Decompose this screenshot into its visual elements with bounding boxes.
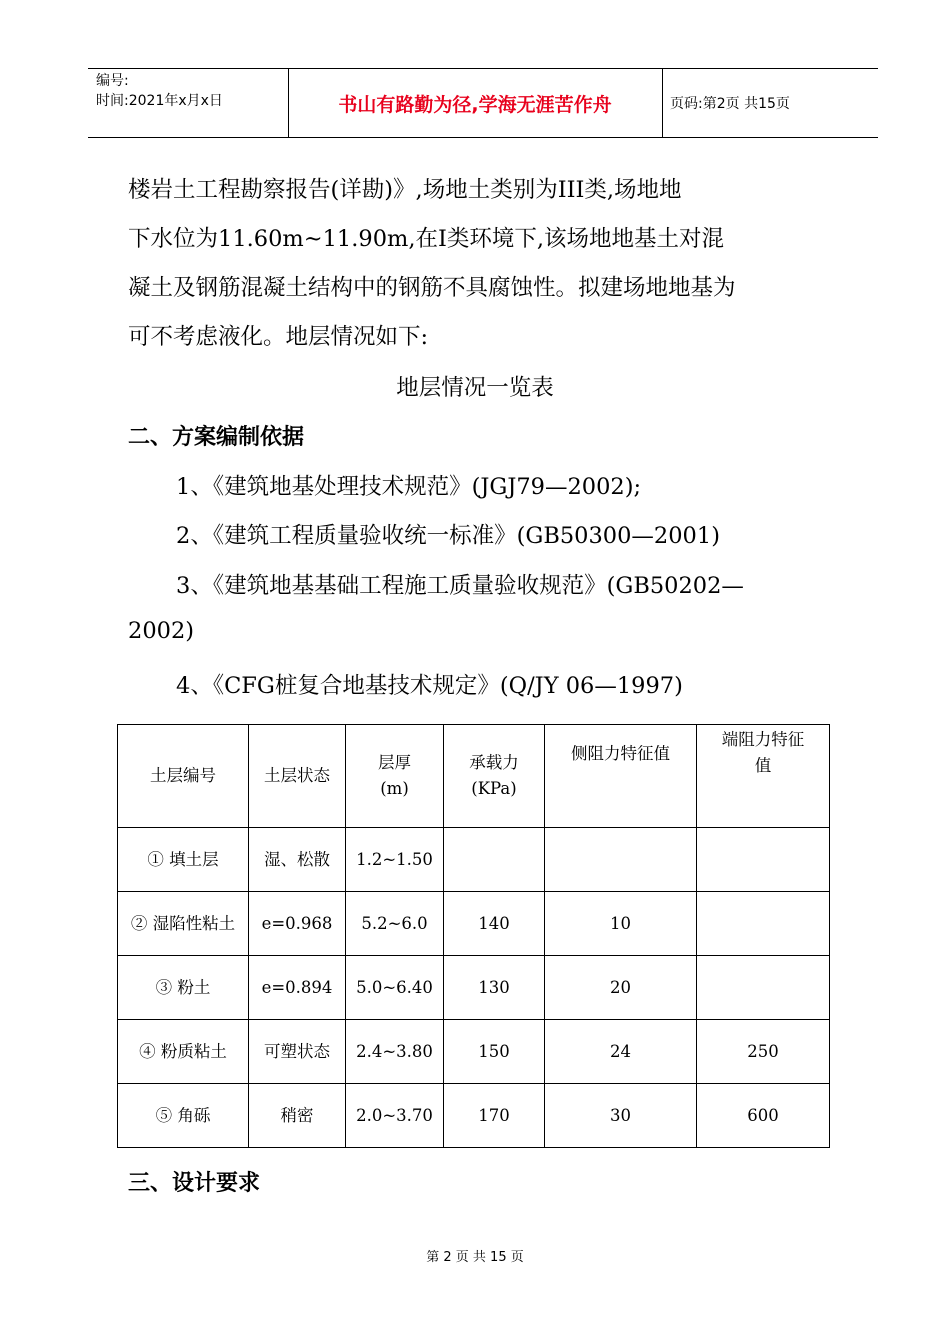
table-cell: 30 [545, 1084, 697, 1148]
table-row [118, 1020, 830, 1084]
table-cell: 5.2~6.0 [346, 892, 444, 956]
section-3-heading: 三、设计要求 [128, 1171, 261, 1196]
column-header: 土层状态 [249, 725, 346, 828]
number-label: 编号: [96, 73, 129, 89]
header-divider [662, 69, 663, 137]
body-line: 下水位为11.60m~11.90m,在Ⅰ类环境下,该场地地基土对混 [128, 226, 725, 252]
reference-item: 2、《建筑工程质量验收统一标准》(GB50300—2001) [176, 523, 720, 549]
header-meta [96, 71, 223, 111]
table-cell: 1.2~1.50 [346, 828, 444, 892]
table-cell: 150 [444, 1020, 545, 1084]
table-cell: ⑤ 角砾 [118, 1084, 249, 1148]
table-cell: 170 [444, 1084, 545, 1148]
page-footer: 第 2 页 共 15 页 [426, 1250, 524, 1265]
body-line: 可不考虑液化。地层情况如下: [128, 324, 429, 350]
column-header: 侧阻力特征值 [545, 725, 697, 828]
header-motto: 书山有路勤为径,学海无涯苦作舟 [338, 93, 612, 116]
table-cell: 130 [444, 956, 545, 1020]
table-cell: 140 [444, 892, 545, 956]
table-row [118, 892, 830, 956]
time-label: 时间:2021年x月x日 [96, 93, 223, 109]
table-cell: 2.4~3.80 [346, 1020, 444, 1084]
table-row [118, 828, 830, 892]
body-line: 凝土及钢筋混凝土结构中的钢筋不具腐蚀性。拟建场地地基为 [128, 275, 736, 301]
table-cell: ③ 粉土 [118, 956, 249, 1020]
table-cell: ② 湿陷性粘土 [118, 892, 249, 956]
column-header: 层厚 (m) [346, 725, 444, 828]
column-header: 承载力 (KPa) [444, 725, 545, 828]
table-row [118, 1084, 830, 1148]
table-cell: 可塑状态 [249, 1020, 346, 1084]
table-cell: 600 [697, 1084, 830, 1148]
table-cell: e=0.968 [249, 892, 346, 956]
table-cell [697, 892, 830, 956]
column-header: 土层编号 [118, 725, 249, 828]
table-cell: 湿、松散 [249, 828, 346, 892]
reference-item-continuation: 2002) [128, 618, 195, 644]
reference-item: 4、《CFG桩复合地基技术规定》(Q/JY 06—1997) [176, 673, 683, 699]
page-header [88, 68, 878, 138]
header-page-info: 页码:第2页 共15页 [670, 96, 790, 112]
soil-layer-table [117, 724, 830, 1148]
table-cell: e=0.894 [249, 956, 346, 1020]
table-caption: 地层情况一览表 [396, 375, 554, 401]
table-cell: 5.0~6.40 [346, 956, 444, 1020]
table-cell: 2.0~3.70 [346, 1084, 444, 1148]
section-2-heading: 二、方案编制依据 [128, 425, 305, 450]
table-cell [444, 828, 545, 892]
table-cell [697, 956, 830, 1020]
table-cell: ① 填土层 [118, 828, 249, 892]
table-cell: ④ 粉质粘土 [118, 1020, 249, 1084]
table-cell [545, 828, 697, 892]
table-cell: 20 [545, 956, 697, 1020]
body-line: 楼岩土工程勘察报告(详勘)》,场地土类别为III类,场地地 [128, 177, 682, 203]
column-header: 端阻力特征 值 [697, 725, 830, 828]
table-row [118, 956, 830, 1020]
table-header-row [118, 725, 830, 828]
table-cell: 10 [545, 892, 697, 956]
table-cell: 250 [697, 1020, 830, 1084]
table-cell: 稍密 [249, 1084, 346, 1148]
table-cell [697, 828, 830, 892]
reference-item: 1、《建筑地基处理技术规范》(JGJ79—2002); [176, 474, 642, 500]
reference-item: 3、《建筑地基基础工程施工质量验收规范》(GB50202— [176, 573, 744, 599]
table-cell: 24 [545, 1020, 697, 1084]
